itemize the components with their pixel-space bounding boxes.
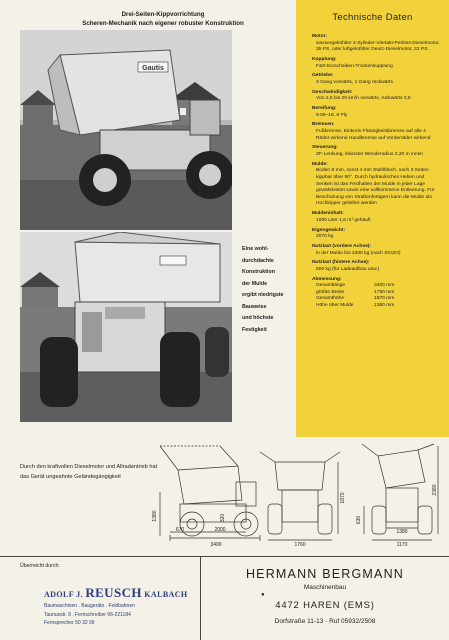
dimension-value: 3400 mm <box>374 283 395 289</box>
drive-description: Durch den kraftvollen Dieselmotor und Allradantrieb hat das Gerät ungeahnte Geländegängigkeit <box>20 464 158 480</box>
spec-item <box>312 90 440 103</box>
dealer-line2: Taunusstr. 9 . Fernschreiber 06-221184 <box>44 612 131 618</box>
dim-rear-w: 1170 <box>396 542 408 548</box>
construction-note-line: Konstruktion <box>242 269 275 275</box>
spec-value: F&S-Einscheiben-Trockenkupplung <box>316 63 393 69</box>
dumper-tipping-illustration <box>20 30 232 230</box>
spec-item <box>312 260 440 273</box>
spec-value: 1000 Liter 1,6 m³ gehäuft <box>316 217 371 223</box>
spec-key: Nutzlast (hintere Achse): <box>312 260 370 266</box>
dumper-front-illustration <box>20 232 232 422</box>
technical-drawing <box>150 442 442 548</box>
spec-item <box>312 34 440 54</box>
spec-value: 800 kg (für Ladeaufbau usw.) <box>316 266 380 272</box>
spec-item <box>312 228 440 241</box>
spec-value: Von 2,6 bis 20 km/h vorwärts, rückwärts 3,6 <box>316 96 411 102</box>
spec-key: Kupplung: <box>312 56 337 62</box>
spec-key: Abmessung: <box>312 276 342 282</box>
dimensions-table <box>312 283 440 309</box>
company-address: Dorfstraße 11-13 · Ruf 05932/2508 <box>274 618 376 625</box>
dim-side-total: 3400 <box>210 542 222 548</box>
spec-key: Bereifung: <box>312 106 337 112</box>
dim-front-h: 1870 <box>340 492 346 504</box>
construction-note-line: ergibt niedrigste <box>242 292 284 298</box>
dimension-value: 1870 mm <box>374 296 395 302</box>
footer-divider-vertical <box>200 556 201 640</box>
spec-value: Boden 8 mm, sonst 4 mm Stahlblech, nach 3 Seiten kippbar über 90°. Durch hydraulisches Heben und Senken ist das Festhalten der Mulde in jeder Lage gewährleistet sowie eine vollkommene Entleerung. Für Beschickung von Straßenfertigern kann die Mulde als Hochkipper geliefert werden <box>316 168 435 207</box>
company-city: 4472 HAREN (EMS) <box>275 600 375 611</box>
rear-view-drawing <box>362 444 438 540</box>
dumper-brand-label: Gautis <box>142 65 164 72</box>
construction-note <box>242 244 292 336</box>
spec-item <box>312 244 440 257</box>
dealer-line3: Fernsprecher 50 32 99 <box>44 620 95 626</box>
dealer-suffix: KALBACH <box>144 590 188 599</box>
spec-item-dimensions <box>312 277 440 310</box>
spec-value: ZF-Lenkung, kleinster Wenderadius 2,20 m innen <box>316 152 424 158</box>
spec-value: in der Mulde bis 2200 kg (nach StVZO) <box>316 250 401 256</box>
dim-side-gap: 320 <box>220 513 226 523</box>
dimension-label: Gesamthöhe <box>316 296 345 302</box>
spec-item <box>312 162 440 208</box>
spec-list <box>312 34 440 313</box>
dim-side-l1: 670 <box>175 527 185 533</box>
technical-data-title: Technische Daten <box>332 12 413 23</box>
spec-item <box>312 73 440 86</box>
photo-caption-line1: Drei-Seiten-Kippvorrichtung <box>121 11 205 18</box>
dealer-prefix: ADOLF J. <box>44 590 83 599</box>
dim-front-w: 1760 <box>294 542 306 548</box>
spec-key: Eigengewicht: <box>312 227 346 233</box>
spec-value: wassergekühlter 4-Zylinder-Viertakt-Perkins-Dieselmotor, 35 PS, oder luftgekühlter Deutz-Dieselmotor, 22 PS. <box>316 40 440 53</box>
spec-value: Fußbremse, Einkreis-Flüssigkeitsbremse auf alle 4 Räder wirkend Handbremse auf Vorderräder wirkend <box>316 129 431 141</box>
spec-item <box>312 145 440 158</box>
spec-value: 9.00–16, 8 Ply <box>316 112 348 118</box>
photo-dumper-tipping <box>20 30 232 230</box>
construction-note-line: Bauweise <box>242 303 267 310</box>
dim-rear-w2: 1380 <box>396 529 408 535</box>
construction-note-line: Festigkeit <box>242 326 267 333</box>
technical-data-panel <box>296 0 449 437</box>
dimension-value: 1760 mm <box>374 289 395 295</box>
spec-item <box>312 57 440 70</box>
dim-rear-h2: 2380 <box>432 484 438 496</box>
front-view-drawing <box>260 452 340 540</box>
spec-value: 3 Gang vorwärts, 1 Gang rückwärts <box>316 79 393 85</box>
spec-key: Getriebe: <box>312 73 334 79</box>
company-subtitle: Maschinenbau <box>303 584 347 591</box>
spec-item <box>312 211 440 224</box>
dimension-label: Höhe über Mulde <box>316 303 354 309</box>
spec-value: 2070 kg <box>316 234 334 240</box>
spec-key: Nutzlast (vordere Achse): <box>312 243 372 249</box>
construction-note-line: Eine wohl- <box>242 246 269 252</box>
spec-item <box>312 106 440 119</box>
dealer-line1: Baumaschinen . Baugeräte . Feldbahnen <box>44 603 135 609</box>
construction-note-line: und höchste <box>242 315 274 321</box>
company-name: HERMANN BERGMANN <box>245 567 405 581</box>
spec-key: Motor: <box>312 34 328 39</box>
dealer-name: REUSCH <box>85 585 142 600</box>
spec-key: Steuerung: <box>312 145 338 151</box>
spec-key: Muldeninhalt: <box>312 211 344 217</box>
footer-divider-horizontal <box>0 556 449 557</box>
spec-key: Bremsen: <box>312 122 335 128</box>
photo-dumper-front <box>20 232 232 422</box>
photo-caption <box>58 10 268 28</box>
dim-side-l2: 2000 <box>214 527 226 533</box>
dim-rear-h1: 630 <box>356 515 362 525</box>
photo-caption-line2: Scheren-Mechanik nach eigener robuster Konstruktion <box>82 20 244 27</box>
presented-by-label: Überreicht durch: <box>20 563 60 569</box>
dimension-label: größte Breite <box>316 289 345 295</box>
construction-note-line: der Mulde <box>242 280 268 287</box>
dim-side-h: 1380 <box>152 510 158 522</box>
spec-key: Geschwindigkeit: <box>312 89 353 95</box>
dimension-label: Gesamtlänge <box>316 283 346 289</box>
dealer-logo <box>44 585 188 601</box>
bullet-icon: ● <box>261 592 265 598</box>
construction-note-line: durchdachte <box>242 257 274 264</box>
dimension-value: 1380 mm <box>374 303 395 309</box>
spec-key: Mulde: <box>312 161 328 167</box>
spec-item <box>312 122 440 142</box>
